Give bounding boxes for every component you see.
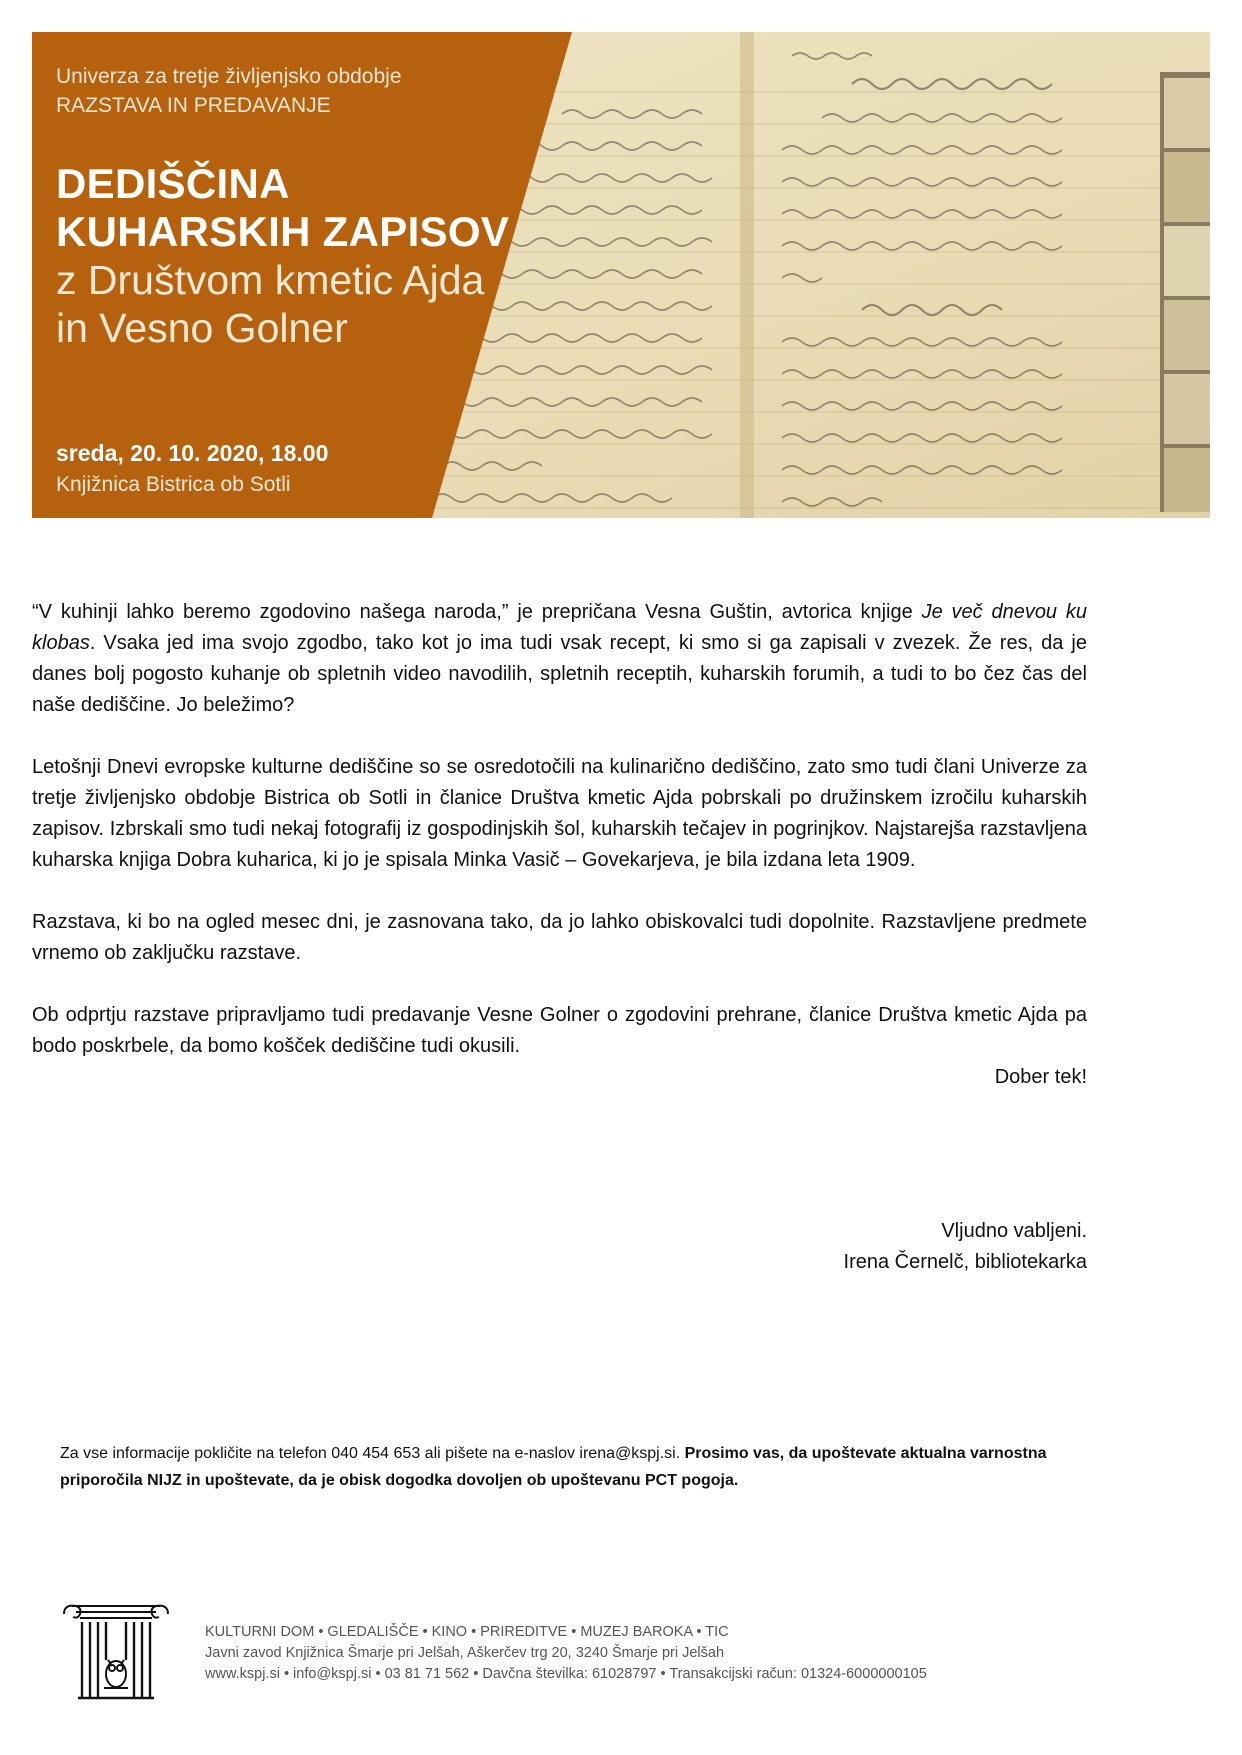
book-fold	[740, 32, 754, 518]
banner-subtitle-2: RAZSTAVA IN PREDAVANJE	[56, 94, 331, 117]
paragraph-1	[32, 597, 1087, 721]
paragraph-4: Ob odprtju razstave pripravljamo tudi predavanje Vesne Golner o zgodovini prehrane, članice Društva kmetic Ajda pa bodo poskrbele, da bomo košček dediščine tudi okusili.	[32, 1004, 1087, 1057]
event-banner	[32, 32, 1210, 518]
signature-name: Irena Černelč, bibliotekarka	[843, 1251, 1087, 1273]
banner-title-2: KUHARSKIH ZAPISOV	[56, 208, 510, 255]
footer	[60, 1600, 1160, 1700]
paragraph-3: Razstava, ki bo na ogled mesec dni, je zasnovana tako, da jo lahko obiskovalci tudi dopolnite. Razstavljene predmete vrnemo ob zaključku razstave.	[32, 911, 1087, 964]
closing-line: Dober tek!	[994, 1066, 1087, 1088]
paragraph-1-part-1: “V kuhinji lahko beremo zgodovino našega naroda,” je prepričana Vesna Guštin, avtorica knjige	[32, 601, 922, 623]
footer-text	[205, 1622, 927, 1685]
paragraph-2: Letošnji Dnevi evropske kulturne dediščine so se osredotočili na kulinarično dediščino, zato smo tudi člani Univerze za tretje življenjsko obdobje Bistrica ob Sotli in članice Društva kmetic Ajda pobrskali po družinskem izročilu kuharskih zapisov. Izbrskali smo tudi nekaj fotografij iz gospodinjskih šol, kuharskih tečajev in pogrinjkov. Najstarejša razstavljena kuharska knjiga Dobra kuharica, ki jo je spisala Minka Vasič – Govekarjeva, je bila izdana leta 1909.	[32, 756, 1087, 871]
book-title: Je več dnevou ku klobas	[32, 601, 1087, 654]
banner-location: Knjižnica Bistrica ob Sotli	[56, 473, 291, 496]
info-normal-text: Za vse informacije pokličite na telefon 040 454 653 ali pišete na e-naslov irena@kspj.si.	[60, 1445, 685, 1462]
owl-column-logo-icon	[60, 1600, 172, 1700]
signature-greeting: Vljudno vabljeni.	[941, 1220, 1087, 1242]
article-body	[32, 597, 1087, 1093]
banner-title-1: DEDIŠČINA	[56, 160, 290, 207]
info-bold-text: Prosimo vas, da upoštevate aktualna varnostna priporočila NIJZ in upoštevate, da je obisk dogodka dovoljen ob upoštevanu PCT pogoja.	[60, 1445, 1047, 1489]
banner-date: sreda, 20. 10. 2020, 18.00	[56, 440, 329, 466]
banner-title-4: in Vesno Golner	[56, 305, 348, 351]
banner-text-block	[56, 62, 509, 352]
banner-subtitle-1: Univerza za tretje življenjsko obdobje	[56, 65, 402, 88]
footer-line-3: www.kspj.si • info@kspj.si • 03 81 71 562 • Davčna številka: 61028797 • Transakcijski račun: 01324-6000000105	[205, 1666, 927, 1682]
info-note	[60, 1440, 1060, 1494]
banner-title-3: z Društvom kmetic Ajda	[56, 257, 485, 303]
card-stack	[1160, 72, 1210, 512]
banner-date-block	[56, 437, 328, 501]
footer-line-2: Javni zavod Knjižnica Šmarje pri Jelšah, Aškerčev trg 20, 3240 Šmarje pri Jelšah	[205, 1645, 725, 1661]
paragraph-1-part-2: . Vsaka jed ima svojo zgodbo, tako kot jo ima tudi vsak recept, ki smo si ga zapisali v zvezek. Že res, da je danes bolj pogosto kuhanje ob spletnih video navodilih, spletnih receptih, kuharskih forumih, a tudi to bo čez čas del naše dediščine. Jo beležimo?	[32, 632, 1087, 716]
signature-block	[844, 1216, 1087, 1278]
footer-line-1: KULTURNI DOM • GLEDALIŠČE • KINO • PRIREDITVE • MUZEJ BAROKA • TIC	[205, 1624, 729, 1640]
